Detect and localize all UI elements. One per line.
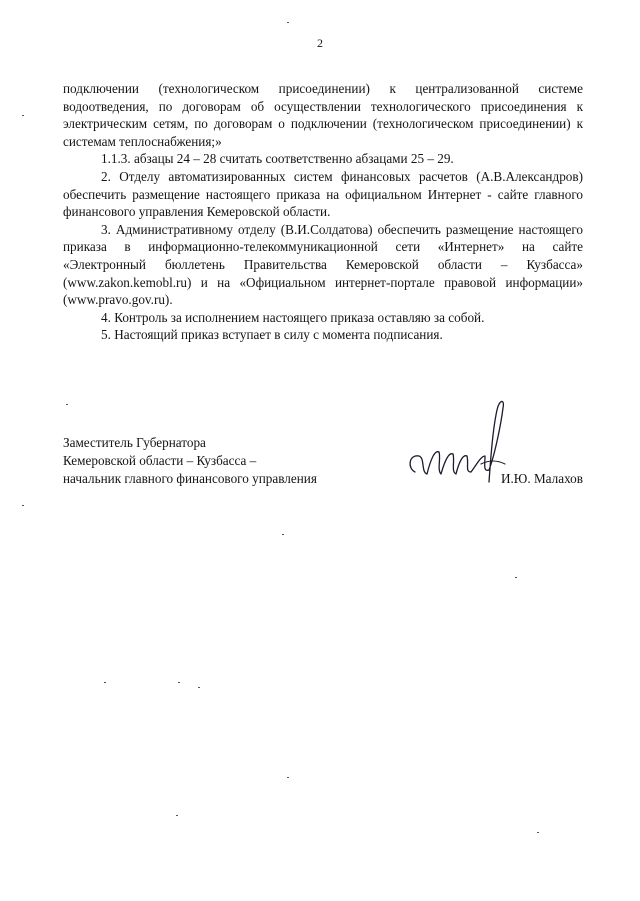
scan-speck <box>22 505 24 506</box>
paragraph-3: 3. Административному отделу (В.И.Солдатова) обеспечить размещение настоящего приказа в информационно-телекоммуникационной сети «Интернет» на сайте «Электронный бюллетень Правительства Кемеровской области – Кузбасса» (www.zakon.kemobl.ru) и на «Официальном интернет-портале правовой информации» (www.pravo.gov.ru). <box>63 221 583 308</box>
signature-block <box>63 434 583 504</box>
scan-speck <box>66 404 68 405</box>
paragraph-2: 2. Отделу автоматизированных систем финансовых расчетов (А.В.Александров) обеспечить размещение настоящего приказа на официальном Интернет - сайте главного финансового управления Кемеровской области. <box>63 168 583 220</box>
scan-speck <box>287 777 289 778</box>
handwritten-signature <box>401 394 511 494</box>
paragraph-1-1-3: 1.1.3. абзацы 24 – 28 считать соответственно абзацами 25 – 29. <box>101 151 454 167</box>
scan-speck <box>287 22 289 23</box>
scan-speck <box>198 687 200 688</box>
signer-title <box>63 434 317 488</box>
scan-speck <box>22 115 24 116</box>
signer-name: И.Ю. Малахов <box>500 471 583 486</box>
scan-speck <box>515 577 517 578</box>
scan-speck <box>178 682 180 683</box>
scan-speck <box>537 832 539 833</box>
signer-title-line: Заместитель Губернатора <box>63 435 206 450</box>
page-number: 2 <box>317 36 323 50</box>
scan-speck <box>176 815 178 816</box>
paragraph-continuation: подключении (технологическом присоединении) к централизованной системе водоотведения, по договорам об осуществлении технологического присоединения к электрическим сетям, по договорам о подключении (технологическом присоединении) к системам теплоснабжения;» <box>63 81 583 149</box>
scan-speck <box>104 682 106 683</box>
document-body <box>63 80 583 344</box>
paragraph-5: 5. Настоящий приказ вступает в силу с момента подписания. <box>101 327 443 343</box>
signer-title-line: начальник главного финансового управления <box>63 471 317 486</box>
signer-title-line: Кемеровской области – Кузбасса – <box>63 453 257 468</box>
paragraph-4: 4. Контроль за исполнением настоящего приказа оставляю за собой. <box>101 309 485 325</box>
scan-speck <box>282 534 284 535</box>
